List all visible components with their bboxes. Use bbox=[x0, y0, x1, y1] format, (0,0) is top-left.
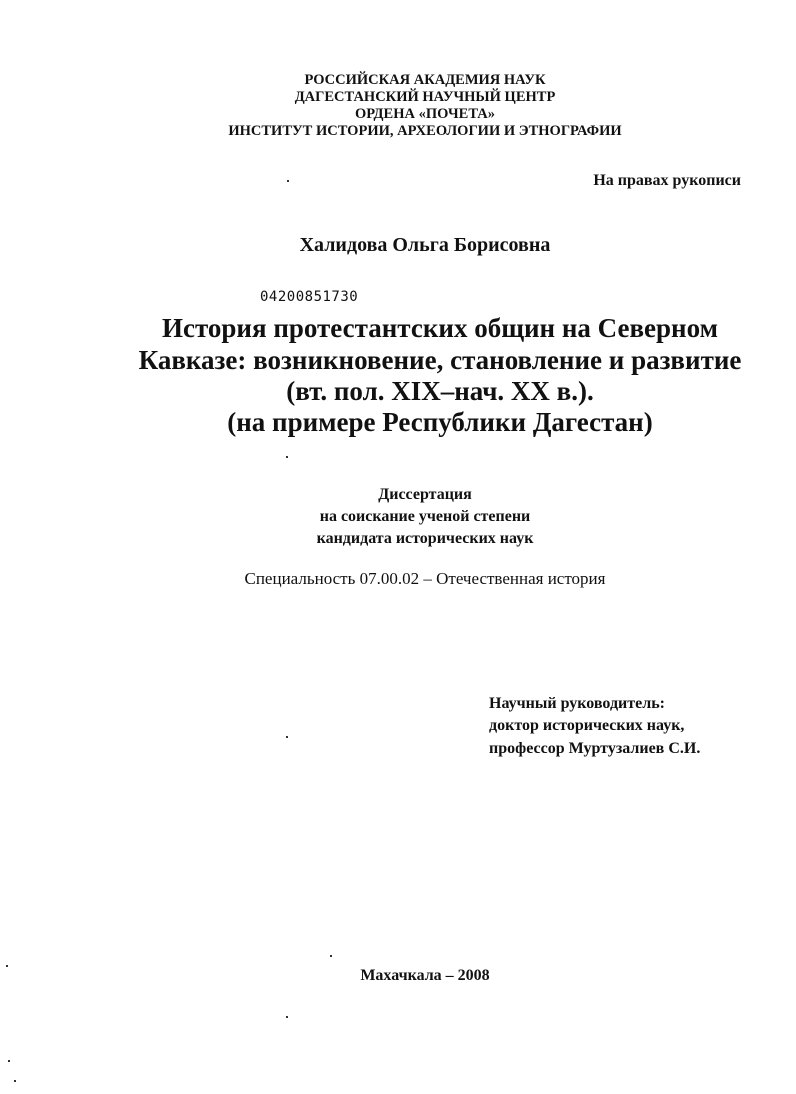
author-name: Халидова Ольга Борисовна bbox=[299, 234, 551, 256]
header-center: ДАГЕСТАНСКИЙ НАУЧНЫЙ ЦЕНТР bbox=[294, 89, 556, 105]
degree-line-3: кандидата исторических наук bbox=[316, 530, 534, 547]
manuscript-note: На правах рукописи bbox=[593, 172, 741, 189]
header-institute: ИНСТИТУТ ИСТОРИИ, АРХЕОЛОГИИ И ЭТНОГРАФИИ bbox=[228, 123, 622, 139]
header-academy: РОССИЙСКАЯ АКАДЕМИЯ НАУК bbox=[304, 72, 546, 88]
advisor-label: Научный руководитель: bbox=[489, 695, 665, 712]
title-line-4: (на примере Республики Дагестан) bbox=[227, 407, 653, 437]
scan-speck bbox=[286, 736, 288, 738]
specialty: Специальность 07.00.02 – Отечественная история bbox=[244, 569, 606, 588]
catalog-number: 04200851730 bbox=[260, 289, 359, 305]
scan-speck bbox=[6, 965, 8, 967]
scan-speck bbox=[14, 1080, 16, 1082]
scan-speck bbox=[286, 456, 288, 458]
scan-speck bbox=[287, 180, 289, 182]
city-year: Махачкала – 2008 bbox=[360, 967, 490, 984]
advisor-degree: доктор исторических наук, bbox=[489, 717, 685, 734]
scan-speck bbox=[286, 1016, 288, 1018]
degree-line-1: Диссертация bbox=[378, 486, 472, 503]
scan-speck bbox=[330, 955, 332, 957]
degree-line-2: на соискание ученой степени bbox=[319, 508, 531, 525]
header-order: ОРДЕНА «ПОЧЕТА» bbox=[354, 106, 496, 122]
title-line-1: История протестантских общин на Северном bbox=[162, 313, 718, 343]
title-line-3: (вт. пол. XIX–нач. XX в.). bbox=[286, 376, 594, 406]
advisor-name: профессор Муртузалиев С.И. bbox=[489, 740, 701, 757]
scan-speck bbox=[8, 1060, 10, 1062]
title-line-2: Кавказе: возникновение, становление и развитие bbox=[138, 345, 742, 375]
